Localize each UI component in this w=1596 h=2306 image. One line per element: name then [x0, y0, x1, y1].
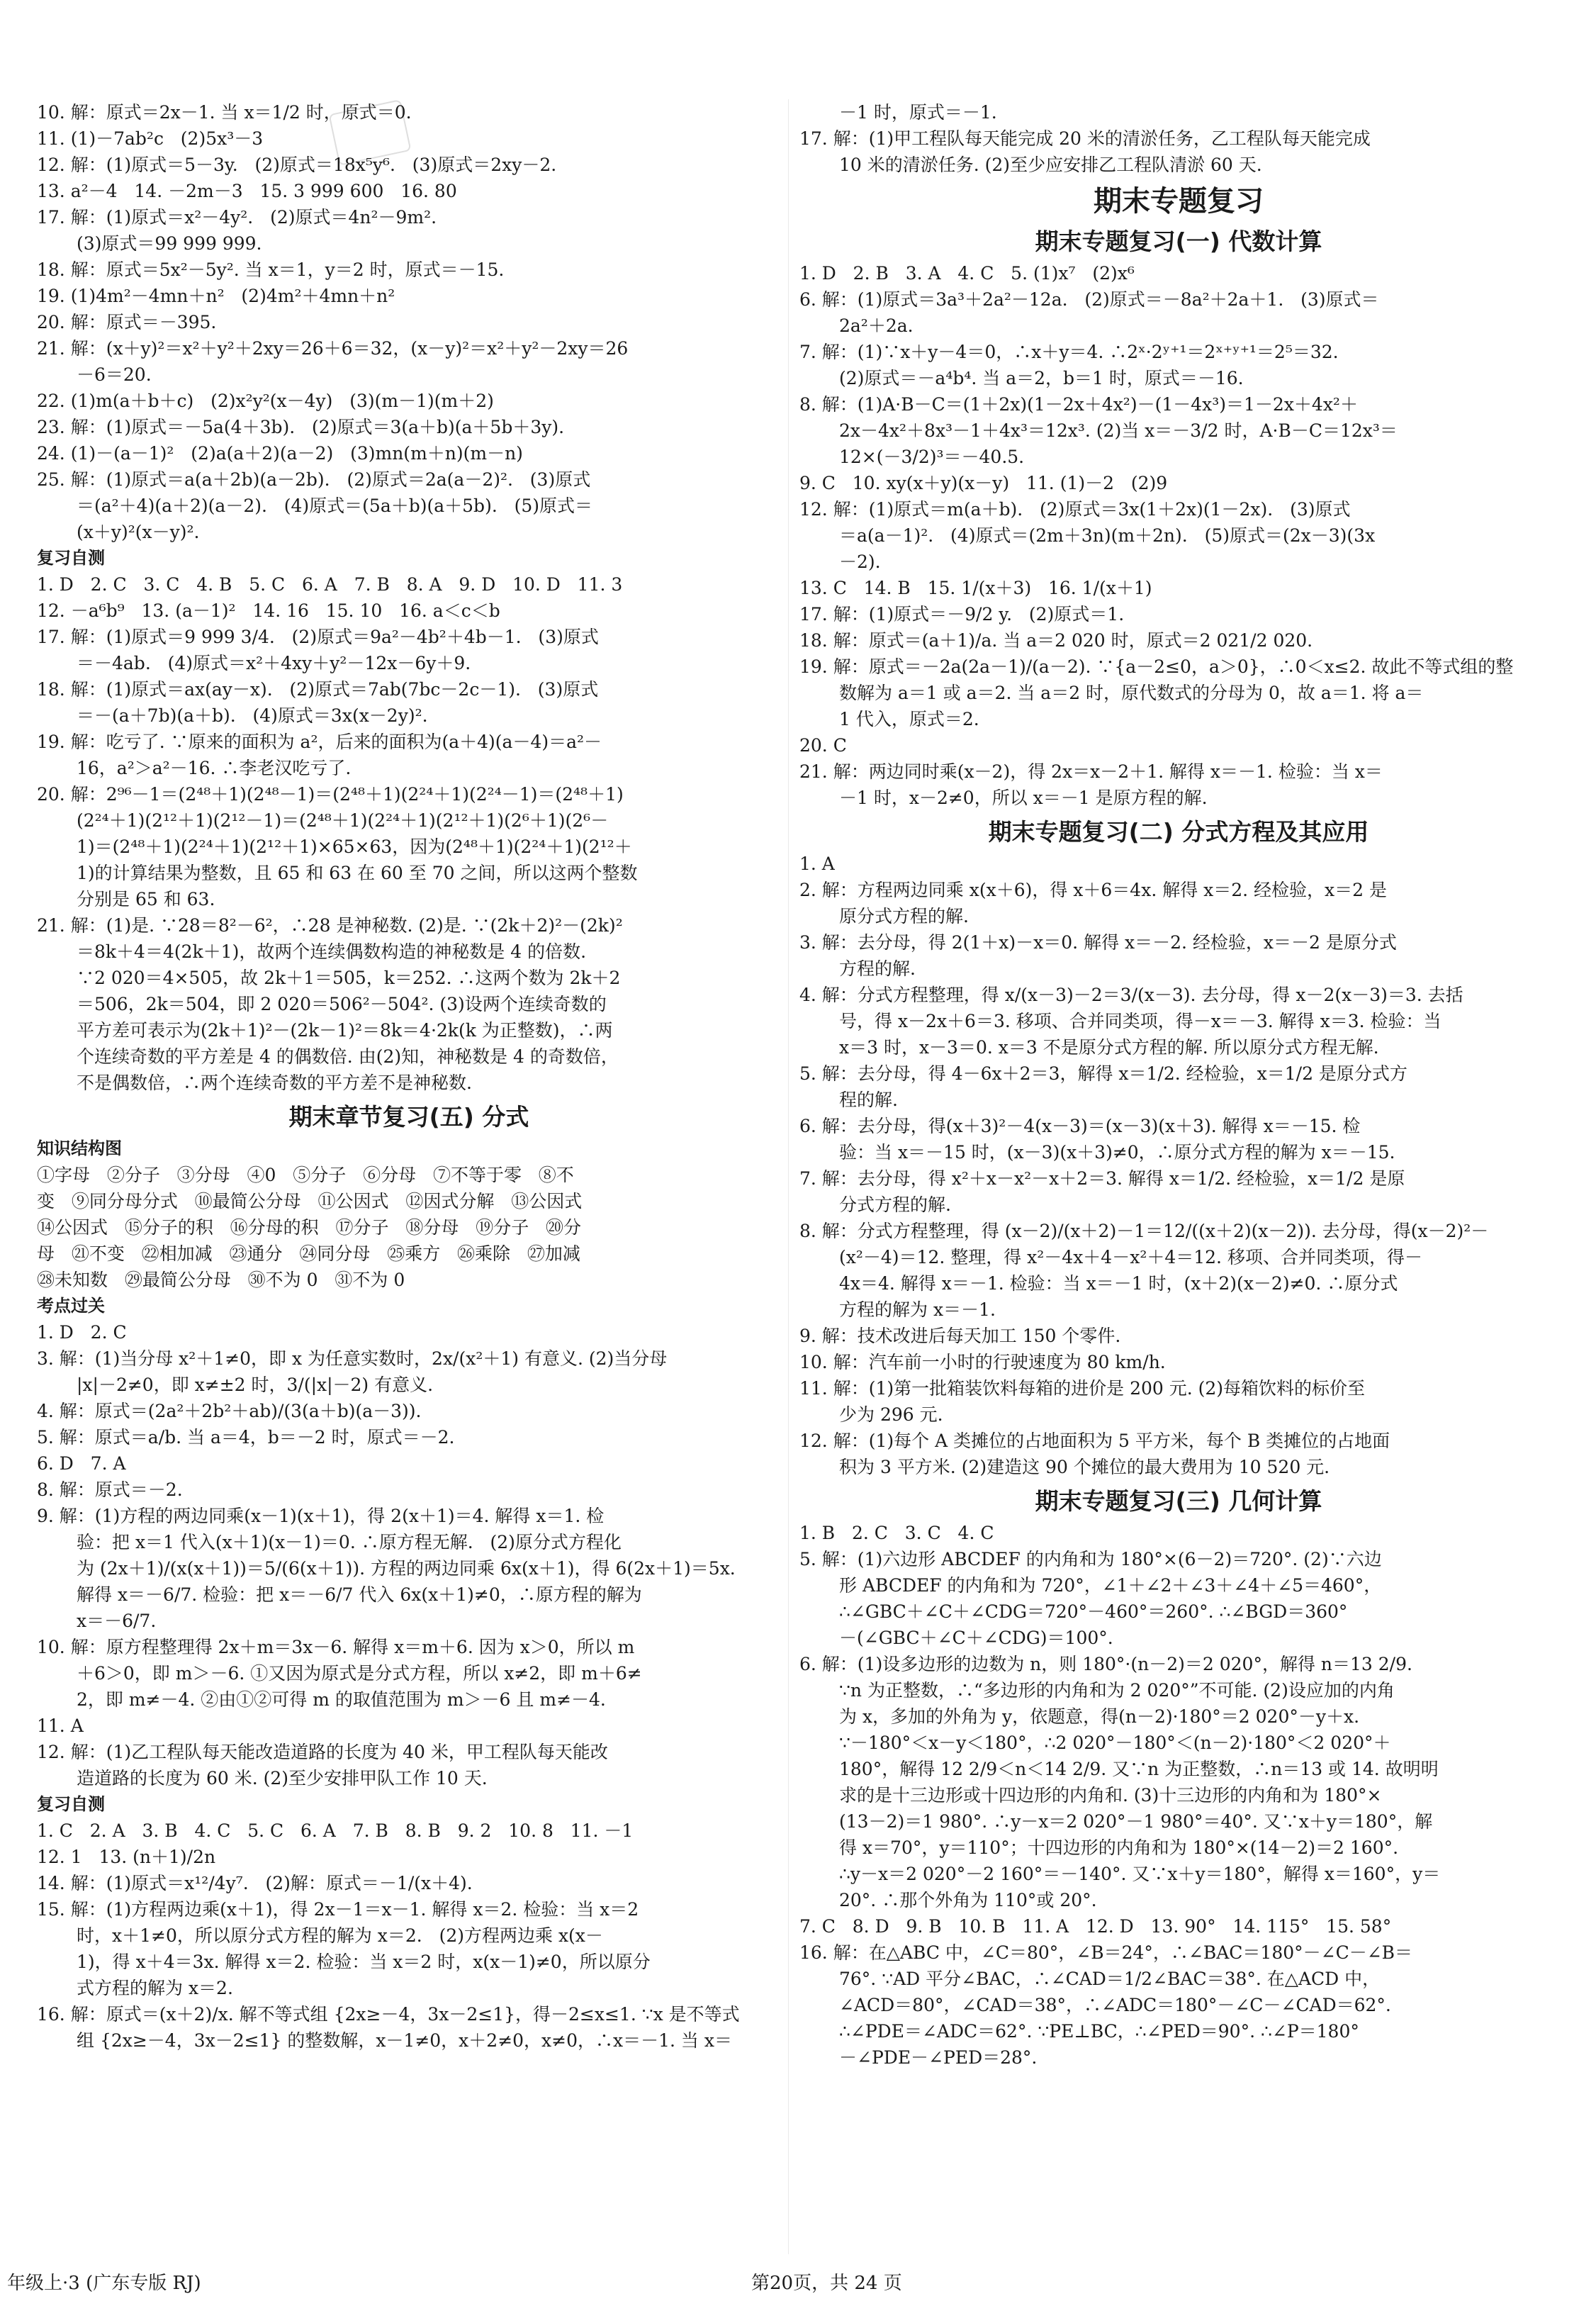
- footer-page-number: 第20页，共 24 页: [751, 2273, 902, 2294]
- answer-line: 18. 解：(1)原式＝ax(ay－x). (2)原式＝7ab(7bc－2c－1). (3)原式: [37, 679, 599, 700]
- answer-line: 17. 解：(1)原式＝－9/2 y. (2)原式＝1.: [799, 604, 1125, 625]
- answer-line: 8. 解：(1)A·B－C＝(1＋2x)(1－2x＋4x²)－(1－4x³)＝1－2x＋4x²＋: [799, 394, 1358, 415]
- answer-line: ①字母 ②分子 ③分母 ④0 ⑤分子 ⑥分母 ⑦不等于零 ⑧不: [37, 1165, 574, 1185]
- answer-line: 7. 解：去分母，得 x²＋x－x²－x＋2＝3. 解得 x＝1/2. 经检验，x＝1/2 是原: [799, 1168, 1405, 1189]
- answer-line: 6. 解：(1)原式＝3a³＋2a²－12a. (2)原式＝－8a²＋2a＋1. (3)原式＝: [799, 289, 1379, 310]
- answer-line: 19. 解：吃亏了. ∵原来的面积为 a²，后来的面积为(a＋4)(a－4)＝a²－: [37, 732, 602, 752]
- section-heading: 期末章节复习(五) 分式: [288, 1103, 529, 1131]
- answer-line: x＝－6/7.: [77, 1611, 157, 1631]
- answer-line: 方程的解为 x＝－1.: [839, 1299, 996, 1320]
- right-column: [799, 99, 1558, 2071]
- answer-line: 1)的计算结果为整数，且 65 和 63 在 60 至 70 之间，所以这两个整数: [77, 863, 638, 883]
- answer-line: 25. 解：(1)原式＝a(a＋2b)(a－2b). (2)原式＝2a(a－2)². (3)原式: [37, 469, 591, 490]
- answer-line: 9. C 10. xy(x＋y)(x－y) 11. (1)－2 (2)9: [799, 473, 1168, 493]
- answer-line: 12. 解：(1)每个 A 类摊位的占地面积为 5 平方米，每个 B 类摊位的占地面: [799, 1431, 1390, 1451]
- answer-line: 4. 解：原式＝(2a²＋2b²＋ab)/(3(a＋b)(a－3)).: [37, 1401, 422, 1421]
- answer-line: 19. (1)4m²－4mn＋n² (2)4m²＋4mn＋n²: [37, 286, 395, 306]
- answer-line: 1. D 2. B 3. A 4. C 5. (1)x⁷ (2)x⁶: [799, 263, 1135, 284]
- answer-line: 12. 解：(1)原式＝m(a＋b). (2)原式＝3x(1＋2x)(1－2x). (3)原式: [799, 499, 1351, 520]
- answer-line: 21. 解：(1)是. ∵28＝8²－6²，∴28 是神秘数. (2)是. ∵(2k＋2)²－(2k)²: [37, 915, 623, 936]
- answer-line: 4x＝4. 解得 x＝－1. 检验：当 x＝－1 时，(x＋2)(x－2)≠0. ∴原分式: [839, 1273, 1398, 1294]
- answer-line: 15. 解：(1)方程两边乘(x＋1)，得 2x－1＝x－1. 解得 x＝2. 检验：当 x＝2: [37, 1899, 639, 1920]
- answer-line: 为 x，多加的外角为 y，依题意，得(n－2)·180°＝2 020°－y＋x.: [839, 1706, 1360, 1727]
- answer-line: 20°. ∴那个外角为 110°或 20°.: [839, 1890, 1097, 1910]
- answer-line: 不是偶数倍，∴两个连续奇数的平方差不是神秘数.: [77, 1073, 472, 1093]
- answer-line: ∵－180°＜x－y＜180°，∴2 020°－180°＜(n－2)·180°＜2 020°＋: [839, 1733, 1391, 1753]
- answer-line: 12. 解：(1)原式＝5－3y. (2)原式＝18x⁵y⁶. (3)原式＝2xy－2.: [37, 155, 557, 175]
- answer-line: 变 ⑨同分母分式 ⑩最简公分母 ⑪公因式 ⑫因式分解 ⑬公因式: [37, 1191, 583, 1211]
- answer-line: 形 ABCDEF 的内角和为 720°，∠1＋∠2＋∠3＋∠4＋∠5＝460°，: [839, 1575, 1382, 1596]
- answer-line: 得 x＝70°，y＝110°；十四边形的内角和为 180°×(14－2)＝2 160°.: [839, 1837, 1399, 1858]
- answer-line: 11. (1)－7ab²c (2)5x³－3: [37, 128, 264, 149]
- answer-line: 20. C: [799, 735, 847, 756]
- answer-line: 1 代入，原式＝2.: [839, 709, 979, 729]
- column-divider: [788, 99, 789, 2254]
- answer-line: 8. 解：原式＝－2.: [37, 1479, 183, 1500]
- answer-line: ⑭公因式 ⑮分子的积 ⑯分母的积 ⑰分子 ⑱分母 ⑲分子 ⑳分: [37, 1217, 582, 1238]
- answer-line: 母 ㉑不变 ㉒相加减 ㉓通分 ㉔同分母 ㉕乘方 ㉖乘除 ㉗加减: [37, 1243, 580, 1264]
- answer-line: 程的解.: [839, 1090, 898, 1110]
- page-footer: [0, 2268, 1596, 2297]
- section-heading: 期末专题复习(一) 代数计算: [1035, 228, 1322, 255]
- answer-line: 16. 解：原式＝(x＋2)/x. 解不等式组 {2x≥－4，3x－2≤1}，得－2≤x≤1. ∵x 是不等式: [37, 2004, 740, 2025]
- answer-line: 10. 解：原式＝2x－1. 当 x＝1/2 时，原式＝0.: [37, 102, 412, 123]
- subsection-label: 复习自测: [37, 1794, 105, 1814]
- answer-line: ＝－4ab. (4)原式＝x²＋4xy＋y²－12x－6y＋9.: [77, 653, 471, 673]
- subsection-label: 复习自测: [37, 548, 105, 568]
- answer-line: ㉘未知数 ㉙最简公分母 ㉚不为 0 ㉛不为 0: [37, 1270, 405, 1290]
- answer-line: 76°. ∵AD 平分∠BAC，∴∠CAD＝1/2∠BAC＝38°. 在△ACD 中，: [839, 1969, 1381, 1989]
- answer-line: (13－2)＝1 980°. ∴y－x＝2 020°－1 980°＝40°. 又∵x＋y＝180°，解: [839, 1811, 1433, 1832]
- answer-line: 11. 解：(1)第一批箱装饮料每箱的进价是 200 元. (2)每箱饮料的标价至: [799, 1378, 1366, 1399]
- answer-line: 18. 解：原式＝(a＋1)/a. 当 a＝2 020 时，原式＝2 021/2 020.: [799, 630, 1313, 651]
- answer-line: (2)原式＝－a⁴b⁴. 当 a＝2，b＝1 时，原式＝－16.: [839, 368, 1244, 388]
- answer-line: 求的是十三边形或十四边形的内角和. (3)十三边形的内角和为 180°×: [839, 1785, 1382, 1806]
- answer-line: 时，x＋1≠0，所以原分式方程的解为 x＝2. (2)方程两边乘 x(x－: [77, 1925, 603, 1946]
- footer-edition: 年级上·3 (广东专版 RJ): [7, 2273, 201, 2294]
- answer-line: (x＋y)²(x－y)².: [77, 522, 200, 542]
- answer-line: 1. A: [799, 853, 835, 874]
- answer-line: 9. 解：技术改进后每天加工 150 个零件.: [799, 1326, 1121, 1346]
- answer-line: 22. (1)m(a＋b＋c) (2)x²y²(x－4y) (3)(m－1)(m＋2): [37, 391, 494, 411]
- answer-line: 原分式方程的解.: [839, 906, 969, 927]
- answer-line: (x²－4)＝12. 整理，得 x²－4x＋4－x²＋4＝12. 移项、合并同类项，得－: [839, 1247, 1422, 1267]
- answer-line: ∠ACD＝80°，∠CAD＝38°，∴∠ADC＝180°－∠C－∠CAD＝62°.: [839, 1995, 1391, 2015]
- answer-line: 24. (1)－(a－1)² (2)a(a＋2)(a－2) (3)mn(m＋n)(m－n): [37, 443, 523, 464]
- section-heading: 期末专题复习(三) 几何计算: [1035, 1487, 1322, 1515]
- answer-line: 17. 解：(1)原式＝x²－4y². (2)原式＝4n²－9m².: [37, 207, 437, 228]
- answer-line: 21. 解：两边同时乘(x－2)，得 2x＝x－2＋1. 解得 x＝－1. 检验：当 x＝: [799, 761, 1383, 782]
- left-column: [37, 99, 781, 2054]
- answer-line: 组 {2x≥－4，3x－2≤1} 的整数解，x－1≠0，x＋2≠0，x≠0，∴x＝－1. 当 x＝: [77, 2030, 732, 2051]
- answer-line: (3)原式＝99 999 999.: [77, 233, 262, 254]
- answer-line: 分别是 65 和 63.: [77, 889, 215, 909]
- subsection-label: 知识结构图: [37, 1138, 122, 1158]
- answer-line: 4. 解：分式方程整理，得 x/(x－3)－2＝3/(x－3). 去分母，得 x－2(x－3)＝3. 去括: [799, 985, 1463, 1005]
- answer-line: 14. 解：(1)原式＝x¹²/4y⁷. (2)解：原式＝－1/(x＋4).: [37, 1873, 473, 1893]
- answer-line: 10. 解：原方程整理得 2x＋m＝3x－6. 解得 x＝m＋6. 因为 x＞0，所以 m: [37, 1637, 635, 1657]
- answer-line: 验：把 x＝1 代入(x＋1)(x－1)＝0. ∴原方程无解. (2)原分式方程化: [77, 1532, 622, 1552]
- answer-line: 3. 解：去分母，得 2(1＋x)－x＝0. 解得 x＝－2. 经检验，x＝－2 是原分式: [799, 932, 1397, 953]
- answer-line: 积为 3 平方米. (2)建造这 90 个摊位的最大费用为 10 520 元.: [839, 1457, 1330, 1477]
- answer-line: ＝－(a＋7b)(a＋b). (4)原式＝3x(x－2y)².: [77, 705, 428, 726]
- answer-line: 1)＝(2⁴⁸＋1)(2²⁴＋1)(2¹²＋1)×65×63，因为(2⁴⁸＋1)(2²⁴＋1)(2¹²＋: [77, 836, 632, 857]
- answer-line: 2a²＋2a.: [839, 315, 914, 336]
- answer-line: －(∠GBC＋∠C＋∠CDG)＝100°.: [839, 1628, 1113, 1648]
- answer-line: ＝506，2k＝504，即 2 020＝506²－504². (3)设两个连续奇数的: [77, 994, 607, 1014]
- answer-line: 6. D 7. A: [37, 1453, 126, 1474]
- answer-line: －6＝20.: [77, 364, 152, 385]
- answer-line: 12. －a⁶b⁹ 13. (a－1)² 14. 16 15. 10 16. a＜c＜b: [37, 600, 500, 621]
- answer-line: 个连续奇数的平方差是 4 的偶数倍. 由(2)知，神秘数是 4 的奇数倍，: [77, 1046, 619, 1067]
- answer-line: 2. 解：方程两边同乘 x(x＋6)，得 x＋6＝4x. 解得 x＝2. 经检验，x＝2 是: [799, 880, 1388, 900]
- answer-line: ＝8k＋4＝4(2k＋1)，故两个连续偶数构造的神秘数是 4 的倍数.: [77, 941, 587, 962]
- answer-line: 180°，解得 12 2/9＜n＜14 2/9. 又∵n 为正整数，∴n＝13 或 14. 故明明: [839, 1759, 1439, 1779]
- answer-line: 分式方程的解.: [839, 1194, 951, 1215]
- answer-line: 少为 296 元.: [839, 1404, 943, 1425]
- answer-line: ∴y－x＝2 020°－2 160°＝－140°. 又∵x＋y＝180°，解得 x＝160°，y＝: [839, 1864, 1441, 1884]
- answer-line: 19. 解：原式＝－2a(2a－1)/(a－2). ∵{a－2≤0，a＞0}，∴0＜x≤2. 故此不等式组的整: [799, 656, 1514, 677]
- answer-line: 1. C 2. A 3. B 4. C 5. C 6. A 7. B 8. B 9. 2 10. 8 11. －1: [37, 1820, 634, 1841]
- answer-line: 13. a²－4 14. －2m－3 15. 3 999 600 16. 80: [37, 181, 457, 201]
- answer-line: 2x－4x²＋8x³－1＋4x³＝12x³. (2)当 x＝－3/2 时，A·B－C＝12x³＝: [839, 420, 1398, 441]
- section-heading: 期末专题复习(二) 分式方程及其应用: [988, 818, 1369, 846]
- answer-line: 方程的解.: [839, 958, 916, 979]
- answer-line: －∠PDE－∠PED＝28°.: [839, 2047, 1038, 2068]
- answer-line: 7. 解：(1)∵x＋y－4＝0，∴x＋y＝4. ∴2ˣ·2ʸ⁺¹＝2ˣ⁺ʸ⁺¹＝2⁵＝32.: [799, 342, 1339, 362]
- answer-line: 17. 解：(1)原式＝9 999 3/4. (2)原式＝9a²－4b²＋4b－1. (3)原式: [37, 627, 599, 647]
- answer-line: 21. 解：(x＋y)²＝x²＋y²＋2xy＝26＋6＝32，(x－y)²＝x²＋y²－2xy＝26: [37, 338, 629, 359]
- answer-line: 16，a²＞a²－16. ∴李老汉吃亏了.: [77, 758, 352, 778]
- answer-line: 2，即 m≠－4. ②由①②可得 m 的取值范围为 m＞－6 且 m≠－4.: [77, 1689, 606, 1710]
- answer-line: 1)，得 x＋4＝3x. 解得 x＝2. 检验：当 x＝2 时，x(x－1)≠0，所以原分: [77, 1952, 651, 1972]
- answer-line: 3. 解：(1)当分母 x²＋1≠0，即 x 为任意实数时，2x/(x²＋1) 有意义. (2)当分母: [37, 1348, 668, 1369]
- answer-line: 13. C 14. B 15. 1/(x＋3) 16. 1/(x＋1): [799, 578, 1152, 598]
- answer-line: ∴∠GBC＋∠C＋∠CDG＝720°－460°＝260°. ∴∠BGD＝360°: [839, 1601, 1348, 1622]
- answer-line: 1. D 2. C 3. C 4. B 5. C 6. A 7. B 8. A 9. D 10. D 11. 3: [37, 574, 623, 595]
- answer-line: 12. 解：(1)乙工程队每天能改造道路的长度为 40 米，甲工程队每天能改: [37, 1742, 608, 1762]
- answer-line: －1 时，原式＝－1.: [839, 102, 997, 123]
- answer-line: 6. 解：去分母，得(x＋3)²－4(x－3)＝(x－3)(x＋3). 解得 x＝－15. 检: [799, 1116, 1361, 1136]
- answer-line: 20. 解：原式＝－395.: [37, 312, 217, 332]
- answer-line: 式方程的解为 x＝2.: [77, 1978, 233, 1998]
- answer-line: 1. D 2. C: [37, 1322, 127, 1343]
- answer-line: 23. 解：(1)原式＝－5a(4＋3b). (2)原式＝3(a＋b)(a＋5b＋3y).: [37, 417, 565, 437]
- answer-line: －2).: [839, 552, 881, 572]
- answer-line: 11. A: [37, 1715, 84, 1736]
- answer-line: ＝(a²＋4)(a＋2)(a－2). (4)原式＝(5a＋b)(a＋5b). (5)原式＝: [77, 496, 593, 516]
- answer-line: 验：当 x＝－15 时，(x－3)(x＋3)≠0，∴原分式方程的解为 x＝－15.: [839, 1142, 1395, 1163]
- answer-line: 5. 解：去分母，得 4－6x＋2＝3，解得 x＝1/2. 经检验，x＝1/2 是原分式方: [799, 1063, 1407, 1084]
- answer-line: ∴∠PDE＝∠ADC＝62°. ∵PE⊥BC，∴∠PED＝90°. ∴∠P＝180°: [839, 2021, 1359, 2042]
- answer-line: 5. 解：原式＝a/b. 当 a＝4，b＝－2 时，原式＝－2.: [37, 1427, 455, 1448]
- answer-line: 10. 解：汽车前一小时的行驶速度为 80 km/h.: [799, 1352, 1166, 1372]
- subsection-label: 考点过关: [37, 1296, 105, 1316]
- answer-line: 为 (2x＋1)/(x(x＋1))＝5/(6(x＋1)). 方程的两边同乘 6x(x＋1)，得 6(2x＋1)＝5x.: [77, 1558, 736, 1579]
- answer-line: x＝3 时，x－3＝0. x＝3 不是原分式方程的解. 所以原分式方程无解.: [839, 1037, 1379, 1058]
- answer-line: 8. 解：分式方程整理，得 (x－2)/(x＋2)－1＝12/((x＋2)(x－2)). 去分母，得(x－2)²－: [799, 1221, 1489, 1241]
- section-heading: 期末专题复习: [1094, 185, 1264, 218]
- answer-line: 1. B 2. C 3. C 4. C: [799, 1523, 994, 1543]
- answer-line: ＝a(a－1)². (4)原式＝(2m＋3n)(m＋2n). (5)原式＝(2x－3)(3x: [839, 525, 1376, 546]
- answer-line: (2²⁴＋1)(2¹²＋1)(2¹²－1)＝(2⁴⁸＋1)(2²⁴＋1)(2¹²＋1)(2⁶＋1)(2⁶－: [77, 810, 609, 831]
- answer-line: 16. 解：在△ABC 中，∠C＝80°，∠B＝24°，∴∠BAC＝180°－∠C－∠B＝: [799, 1942, 1413, 1963]
- answer-line: 7. C 8. D 9. B 10. B 11. A 12. D 13. 90° 14. 115° 15. 58°: [799, 1916, 1392, 1937]
- answer-line: ∵2 020＝4×505，故 2k＋1＝505，k＝252. ∴这两个数为 2k＋2: [77, 968, 621, 988]
- answer-line: 12×(－3/2)³＝－40.5.: [839, 447, 1025, 467]
- answer-line: 20. 解：2⁹⁶－1＝(2⁴⁸＋1)(2⁴⁸－1)＝(2⁴⁸＋1)(2²⁴＋1)(2²⁴－1)＝(2⁴⁸＋1): [37, 784, 624, 805]
- answer-line: 号，得 x－2x＋6＝3. 移项、合并同类项，得－x＝－3. 解得 x＝3. 检验：当: [839, 1011, 1442, 1031]
- answer-line: －1 时，x－2≠0，所以 x＝－1 是原方程的解.: [839, 788, 1208, 808]
- answer-line: 平方差可表示为(2k＋1)²－(2k－1)²＝8k＝4·2k(k 为正整数)，∴两: [77, 1020, 613, 1041]
- answer-line: 18. 解：原式＝5x²－5y². 当 x＝1，y＝2 时，原式＝－15.: [37, 259, 505, 280]
- answer-line: |x|－2≠0，即 x≠±2 时，3/(|x|－2) 有意义.: [77, 1375, 434, 1395]
- answer-line: ＋6＞0，即 m＞－6. ①又因为原式是分式方程，所以 x≠2，即 m＋6≠: [77, 1663, 642, 1684]
- answer-line: 造道路的长度为 60 米. (2)至少安排甲队工作 10 天.: [77, 1768, 488, 1789]
- answer-line: 12. 1 13. (n＋1)/2n: [37, 1847, 216, 1867]
- answer-line: 数解为 a＝1 或 a＝2. 当 a＝2 时，原代数式的分母为 0，故 a＝1. 将 a＝: [839, 683, 1424, 703]
- answer-line: 6. 解：(1)设多边形的边数为 n，则 180°·(n－2)＝2 020°，解得 n＝13 2/9.: [799, 1654, 1412, 1674]
- answer-line: 9. 解：(1)方程的两边同乘(x－1)(x＋1)，得 2(x＋1)＝4. 解得 x＝1. 检: [37, 1506, 605, 1526]
- answer-line: ∵n 为正整数，∴“多边形的内角和为 2 020°”不可能. (2)设应加的内角: [839, 1680, 1395, 1701]
- answer-line: 10 米的清淤任务. (2)至少应安排乙工程队清淤 60 天.: [839, 155, 1262, 175]
- answer-line: 解得 x＝－6/7. 检验：把 x＝－6/7 代入 6x(x＋1)≠0，∴原方程的解为: [77, 1584, 642, 1605]
- answer-line: 5. 解：(1)六边形 ABCDEF 的内角和为 180°×(6－2)＝720°. (2)∵六边: [799, 1549, 1382, 1569]
- answer-line: 17. 解：(1)甲工程队每天能完成 20 米的清淤任务，乙工程队每天能完成: [799, 128, 1371, 149]
